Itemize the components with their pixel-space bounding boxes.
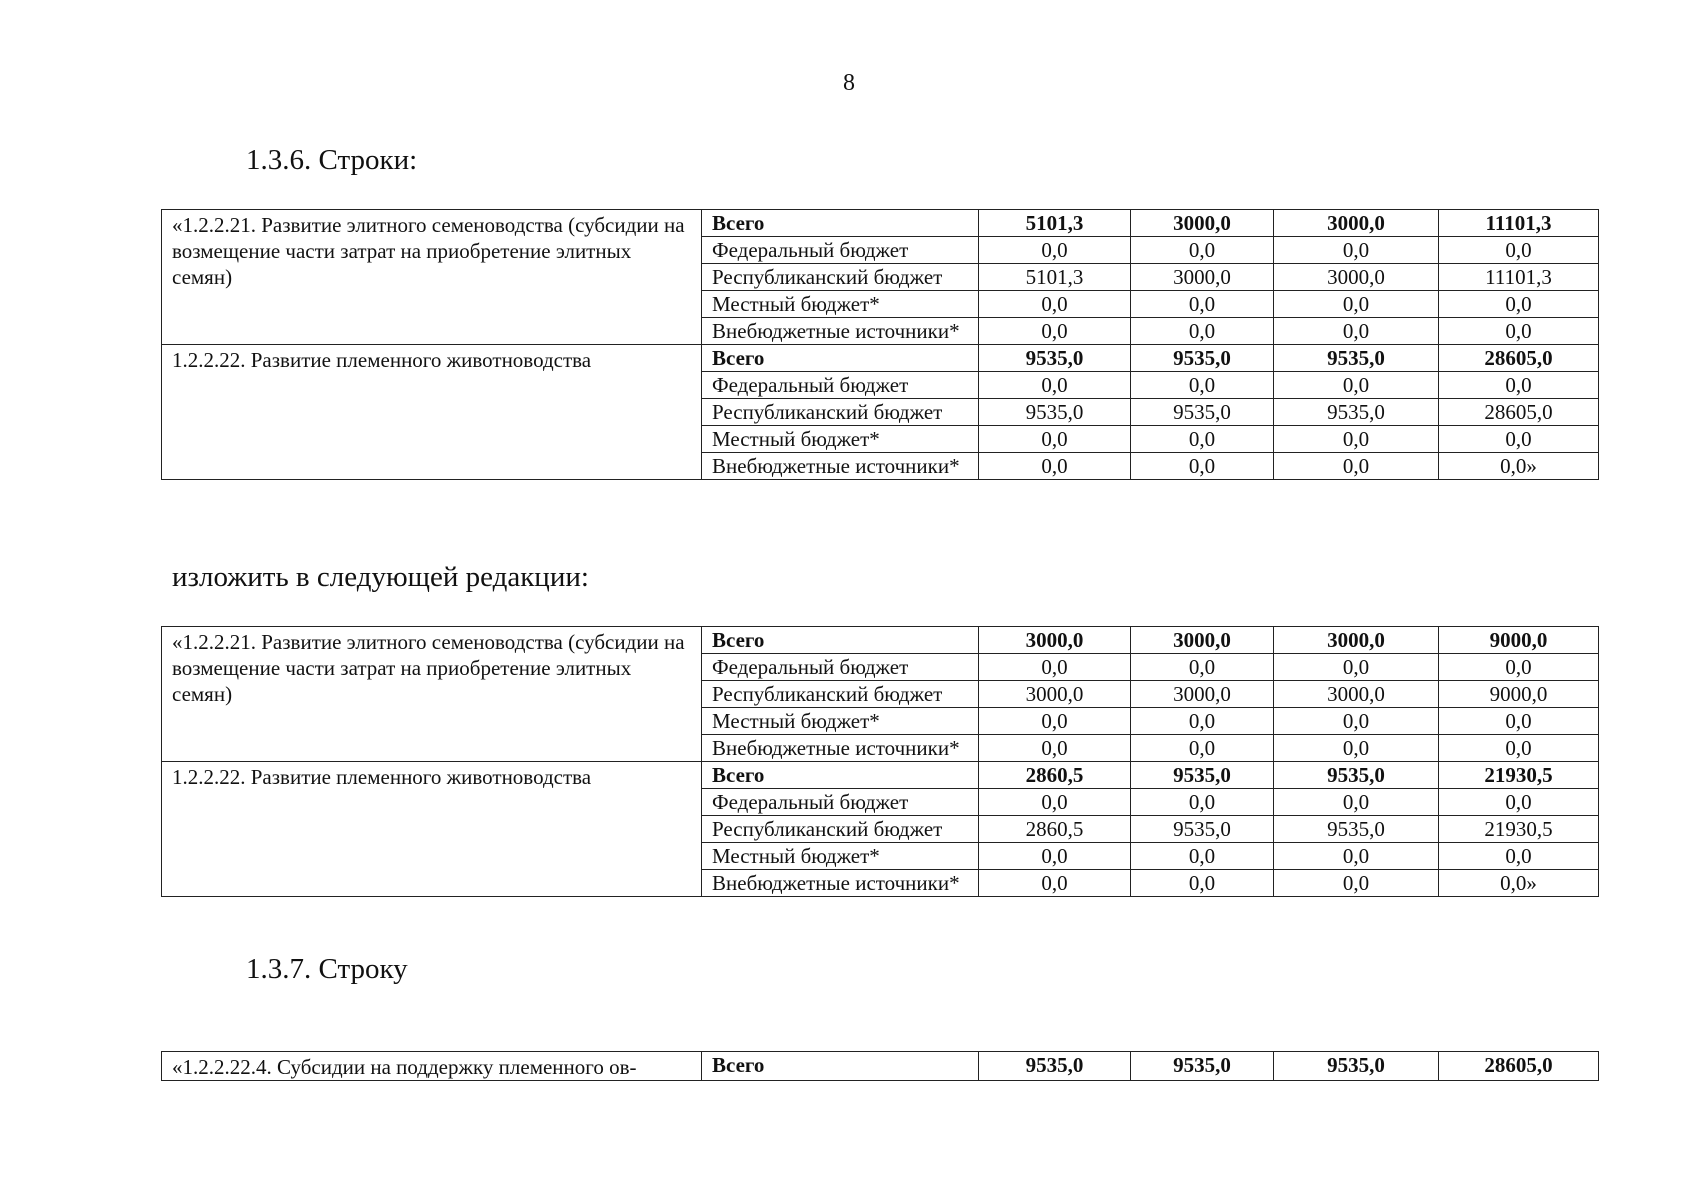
year-value-cell: 9535,0 bbox=[1274, 762, 1439, 789]
measure-name-cell: «1.2.2.21. Развитие элитного семеноводства (субсидии на возмещение части затрат на приобретение элитных семян) bbox=[162, 210, 702, 345]
funding-source-cell: Федеральный бюджет bbox=[702, 789, 979, 816]
year-value-cell: 0,0 bbox=[1274, 708, 1439, 735]
year-value-cell: 0,0 bbox=[979, 708, 1131, 735]
funding-source-cell: Федеральный бюджет bbox=[702, 237, 979, 264]
total-value-cell: 0,0 bbox=[1439, 708, 1599, 735]
total-value-cell: 21930,5 bbox=[1439, 816, 1599, 843]
total-value-cell: 28605,0 bbox=[1439, 345, 1599, 372]
section-heading-1-3-7: 1.3.7. Строку bbox=[246, 953, 408, 985]
section-heading-1-3-6: 1.3.6. Строки: bbox=[246, 144, 418, 176]
funding-source-cell: Местный бюджет* bbox=[702, 843, 979, 870]
table-row bbox=[162, 762, 1599, 789]
table-row bbox=[162, 210, 1599, 237]
funding-source-cell: Местный бюджет* bbox=[702, 708, 979, 735]
year-value-cell: 3000,0 bbox=[1274, 681, 1439, 708]
funding-source-cell: Всего bbox=[702, 762, 979, 789]
year-value-cell: 0,0 bbox=[1131, 843, 1274, 870]
year-value-cell: 3000,0 bbox=[1274, 627, 1439, 654]
funding-source-cell: Республиканский бюджет bbox=[702, 264, 979, 291]
year-value-cell: 0,0 bbox=[979, 237, 1131, 264]
year-value-cell: 0,0 bbox=[1274, 654, 1439, 681]
year-value-cell: 0,0 bbox=[1131, 372, 1274, 399]
year-value-cell: 9535,0 bbox=[1274, 1052, 1439, 1081]
year-value-cell: 9535,0 bbox=[979, 399, 1131, 426]
year-value-cell: 0,0 bbox=[1274, 735, 1439, 762]
measure-name-cell: 1.2.2.22. Развитие племенного животноводства bbox=[162, 762, 702, 897]
year-value-cell: 0,0 bbox=[979, 789, 1131, 816]
year-value-cell: 0,0 bbox=[979, 654, 1131, 681]
total-value-cell: 0,0» bbox=[1439, 453, 1599, 480]
year-value-cell: 3000,0 bbox=[1274, 264, 1439, 291]
year-value-cell: 0,0 bbox=[1131, 426, 1274, 453]
total-value-cell: 0,0 bbox=[1439, 372, 1599, 399]
year-value-cell: 9535,0 bbox=[1131, 816, 1274, 843]
total-value-cell: 0,0 bbox=[1439, 735, 1599, 762]
year-value-cell: 0,0 bbox=[979, 426, 1131, 453]
total-value-cell: 0,0 bbox=[1439, 291, 1599, 318]
budget-table-last bbox=[161, 1051, 1599, 1081]
year-value-cell: 0,0 bbox=[979, 318, 1131, 345]
year-value-cell: 0,0 bbox=[1131, 870, 1274, 897]
year-value-cell: 0,0 bbox=[1131, 789, 1274, 816]
year-value-cell: 2860,5 bbox=[979, 762, 1131, 789]
total-value-cell: 9000,0 bbox=[1439, 681, 1599, 708]
total-value-cell: 0,0 bbox=[1439, 654, 1599, 681]
year-value-cell: 0,0 bbox=[1274, 291, 1439, 318]
year-value-cell: 3000,0 bbox=[1131, 681, 1274, 708]
year-value-cell: 3000,0 bbox=[1131, 627, 1274, 654]
year-value-cell: 5101,3 bbox=[979, 264, 1131, 291]
year-value-cell: 9535,0 bbox=[1274, 345, 1439, 372]
year-value-cell: 0,0 bbox=[1274, 870, 1439, 897]
year-value-cell: 0,0 bbox=[1274, 789, 1439, 816]
funding-source-cell: Федеральный бюджет bbox=[702, 372, 979, 399]
year-value-cell: 9535,0 bbox=[1131, 1052, 1274, 1081]
total-value-cell: 0,0 bbox=[1439, 426, 1599, 453]
year-value-cell: 9535,0 bbox=[1131, 345, 1274, 372]
total-value-cell: 0,0 bbox=[1439, 843, 1599, 870]
year-value-cell: 0,0 bbox=[1274, 843, 1439, 870]
year-value-cell: 0,0 bbox=[1131, 735, 1274, 762]
funding-source-cell: Всего bbox=[702, 345, 979, 372]
year-value-cell: 0,0 bbox=[1274, 237, 1439, 264]
funding-source-cell: Внебюджетные источники* bbox=[702, 870, 979, 897]
funding-source-cell: Местный бюджет* bbox=[702, 291, 979, 318]
year-value-cell: 0,0 bbox=[1131, 237, 1274, 264]
measure-name-cell: «1.2.2.21. Развитие элитного семеноводства (субсидии на возмещение части затрат на приобретение элитных семян) bbox=[162, 627, 702, 762]
funding-source-cell: Внебюджетные источники* bbox=[702, 318, 979, 345]
year-value-cell: 0,0 bbox=[1131, 453, 1274, 480]
year-value-cell: 2860,5 bbox=[979, 816, 1131, 843]
year-value-cell: 3000,0 bbox=[1274, 210, 1439, 237]
section-heading-new-edition: изложить в следующей редакции: bbox=[172, 561, 589, 593]
page-number: 8 bbox=[843, 70, 855, 96]
funding-source-cell: Республиканский бюджет bbox=[702, 681, 979, 708]
year-value-cell: 3000,0 bbox=[1131, 264, 1274, 291]
budget-table-old bbox=[161, 209, 1599, 480]
total-value-cell: 28605,0 bbox=[1439, 399, 1599, 426]
budget-table-new bbox=[161, 626, 1599, 897]
year-value-cell: 0,0 bbox=[979, 372, 1131, 399]
measure-name-cell: «1.2.2.22.4. Субсидии на поддержку племенного ов- bbox=[162, 1052, 702, 1081]
year-value-cell: 0,0 bbox=[979, 843, 1131, 870]
total-value-cell: 0,0 bbox=[1439, 237, 1599, 264]
total-value-cell: 0,0 bbox=[1439, 318, 1599, 345]
year-value-cell: 9535,0 bbox=[1131, 399, 1274, 426]
year-value-cell: 0,0 bbox=[979, 870, 1131, 897]
year-value-cell: 9535,0 bbox=[979, 345, 1131, 372]
year-value-cell: 0,0 bbox=[1131, 654, 1274, 681]
table-row bbox=[162, 1052, 1599, 1081]
total-value-cell: 11101,3 bbox=[1439, 210, 1599, 237]
funding-source-cell: Всего bbox=[702, 1052, 979, 1081]
funding-source-cell: Внебюджетные источники* bbox=[702, 453, 979, 480]
measure-name-cell: 1.2.2.22. Развитие племенного животноводства bbox=[162, 345, 702, 480]
funding-source-cell: Республиканский бюджет bbox=[702, 816, 979, 843]
year-value-cell: 0,0 bbox=[1131, 318, 1274, 345]
year-value-cell: 0,0 bbox=[1274, 372, 1439, 399]
year-value-cell: 0,0 bbox=[979, 453, 1131, 480]
year-value-cell: 9535,0 bbox=[979, 1052, 1131, 1081]
funding-source-cell: Местный бюджет* bbox=[702, 426, 979, 453]
year-value-cell: 0,0 bbox=[979, 291, 1131, 318]
year-value-cell: 0,0 bbox=[1274, 426, 1439, 453]
funding-source-cell: Всего bbox=[702, 627, 979, 654]
total-value-cell: 0,0» bbox=[1439, 870, 1599, 897]
year-value-cell: 0,0 bbox=[1274, 318, 1439, 345]
year-value-cell: 9535,0 bbox=[1131, 762, 1274, 789]
year-value-cell: 3000,0 bbox=[1131, 210, 1274, 237]
year-value-cell: 9535,0 bbox=[1274, 816, 1439, 843]
funding-source-cell: Всего bbox=[702, 210, 979, 237]
year-value-cell: 9535,0 bbox=[1274, 399, 1439, 426]
funding-source-cell: Федеральный бюджет bbox=[702, 654, 979, 681]
total-value-cell: 28605,0 bbox=[1439, 1052, 1599, 1081]
year-value-cell: 3000,0 bbox=[979, 627, 1131, 654]
year-value-cell: 0,0 bbox=[1274, 453, 1439, 480]
total-value-cell: 0,0 bbox=[1439, 789, 1599, 816]
year-value-cell: 0,0 bbox=[1131, 708, 1274, 735]
table-row bbox=[162, 627, 1599, 654]
year-value-cell: 3000,0 bbox=[979, 681, 1131, 708]
total-value-cell: 9000,0 bbox=[1439, 627, 1599, 654]
year-value-cell: 0,0 bbox=[979, 735, 1131, 762]
year-value-cell: 0,0 bbox=[1131, 291, 1274, 318]
year-value-cell: 5101,3 bbox=[979, 210, 1131, 237]
funding-source-cell: Республиканский бюджет bbox=[702, 399, 979, 426]
table-row bbox=[162, 345, 1599, 372]
funding-source-cell: Внебюджетные источники* bbox=[702, 735, 979, 762]
total-value-cell: 11101,3 bbox=[1439, 264, 1599, 291]
total-value-cell: 21930,5 bbox=[1439, 762, 1599, 789]
